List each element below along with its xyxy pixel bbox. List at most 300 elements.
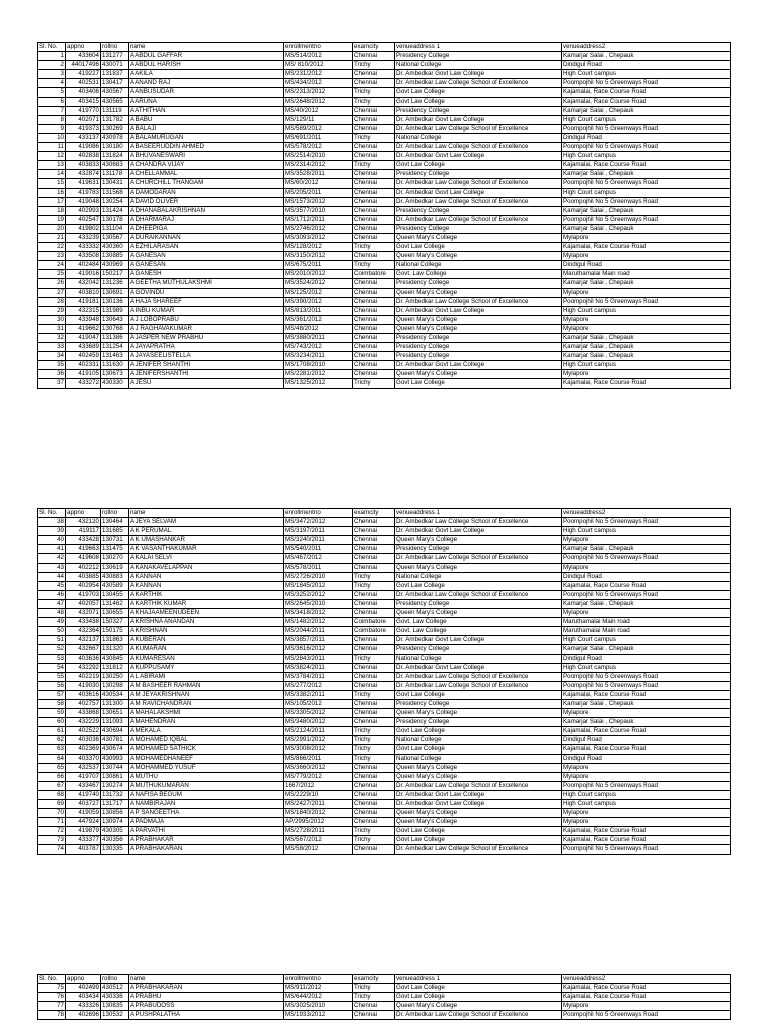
cell-appno: 403616: [66, 690, 101, 699]
cell-examcity: Chennai: [353, 1002, 395, 1011]
cell-enrollmentno: MS/1933/2012: [284, 1011, 353, 1020]
header-rollno: rollno: [101, 509, 129, 518]
cell-enrollmentno: MS/567/2012: [284, 836, 353, 845]
cell-rollno: 430694: [101, 727, 129, 736]
cell-rollno: 130274: [101, 781, 129, 790]
cell-sl-no: 39: [38, 527, 66, 536]
cell-name: A HAJA SHAREEF: [129, 297, 284, 306]
cell-appno: 403787: [66, 845, 101, 854]
cell-name: A ANAND RAJ: [129, 79, 284, 88]
cell-appno: 433377: [66, 836, 101, 845]
cell-name: A PRABUDOSS: [129, 1002, 284, 1011]
cell-rollno: 131386: [101, 334, 129, 343]
cell-appno: 432667: [66, 645, 101, 654]
table-row: [38, 754, 731, 763]
cell-name: A BALAMURUGAN: [129, 133, 284, 142]
cell-venueaddress2: High Court campus: [562, 361, 731, 370]
cell-name: A MUTHUKUMARAN: [129, 781, 284, 790]
cell-rollno: 131685: [101, 527, 129, 536]
cell-examcity: Trichy: [353, 88, 395, 97]
cell-enrollmentno: MS/3252/2012: [284, 590, 353, 599]
cell-venueaddress1: Dr. Ambedkar Govt Law College: [395, 800, 562, 809]
cell-venueaddress1: Govt Law College: [395, 88, 562, 97]
table-row: [38, 681, 731, 690]
cell-appno: 419227: [66, 70, 101, 79]
cell-venueaddress2: Kajamalai, Race Course Road: [562, 88, 731, 97]
cell-name: A ARUNA: [129, 97, 284, 106]
table-row: [38, 709, 731, 718]
cell-venueaddress2: Kamarjar Salai , Chepauk: [562, 645, 731, 654]
table-row: [38, 690, 731, 699]
cell-enrollmentno: MS/129/11: [284, 115, 353, 124]
cell-sl-no: 18: [38, 206, 66, 215]
cell-examcity: Trichy: [353, 243, 395, 252]
cell-appno: 403885: [66, 572, 101, 581]
cell-appno: 402369: [66, 745, 101, 754]
table-row: [38, 618, 731, 627]
cell-examcity: Chennai: [353, 334, 395, 343]
table-row: [38, 1011, 731, 1020]
cell-enrollmentno: MS/205/2011: [284, 188, 353, 197]
table-row: [38, 106, 731, 115]
cell-venueaddress2: Mylapore: [562, 563, 731, 572]
cell-venueaddress2: Kajamalai, Race Course Road: [562, 97, 731, 106]
cell-sl-no: 38: [38, 518, 66, 527]
cell-venueaddress2: Kajamalai, Race Course Road: [562, 745, 731, 754]
cell-name: A PRABHAKARAN: [129, 984, 284, 993]
cell-appno: 419608: [66, 554, 101, 563]
cell-venueaddress1: Govt Law College: [395, 581, 562, 590]
cell-name: A GANESH: [129, 270, 284, 279]
cell-enrollmentno: MS/3472/2012: [284, 518, 353, 527]
cell-enrollmentno: MS/3234/2011: [284, 352, 353, 361]
header-enrollmentno: enrollmentno: [284, 43, 353, 52]
cell-appno: 419117: [66, 527, 101, 536]
cell-enrollmentno: MS/3240/2011: [284, 536, 353, 545]
cell-sl-no: 73: [38, 836, 66, 845]
cell-venueaddress2: Dindigul Road: [562, 61, 731, 70]
table-row: [38, 554, 731, 563]
cell-venueaddress1: Govt Law College: [395, 984, 562, 993]
cell-name: A PARVATHI: [129, 827, 284, 836]
cell-enrollmentno: MS/675/2011: [284, 261, 353, 270]
cell-appno: 419059: [66, 809, 101, 818]
cell-enrollmentno: MS/2843/2011: [284, 654, 353, 663]
cell-rollno: 130250: [101, 672, 129, 681]
cell-enrollmentno: MS/578/2011: [284, 563, 353, 572]
cell-venueaddress2: Kamarjar Salai , Chepauk: [562, 352, 731, 361]
cell-enrollmentno: MS/3660/2012: [284, 763, 353, 772]
cell-enrollmentno: MS/2991/2012: [284, 736, 353, 745]
cell-rollno: 130861: [101, 772, 129, 781]
cell-venueaddress2: High Court campus: [562, 306, 731, 315]
table-row: [38, 379, 731, 388]
cell-rollno: 131568: [101, 188, 129, 197]
cell-appno: 419047: [66, 334, 101, 343]
cell-enrollmentno: MS/2229/10: [284, 790, 353, 799]
table-row: [38, 215, 731, 224]
cell-venueaddress2: Dindigul Road: [562, 654, 731, 663]
cell-rollno: 131812: [101, 663, 129, 672]
cell-venueaddress2: Kajamalai, Race Course Road: [562, 581, 731, 590]
cell-sl-no: 34: [38, 352, 66, 361]
cell-venueaddress1: Govt Law College: [395, 243, 562, 252]
cell-venueaddress1: Dr. Ambedkar Govt Law College: [395, 361, 562, 370]
cell-enrollmentno: MS/2314/2012: [284, 161, 353, 170]
cell-enrollmentno: MS/1845/2012: [284, 581, 353, 590]
cell-sl-no: 56: [38, 681, 66, 690]
cell-name: A GANESAN: [129, 261, 284, 270]
cell-appno: 433467: [66, 781, 101, 790]
cell-rollno: 130269: [101, 124, 129, 133]
cell-enrollmentno: MS/2313/2012: [284, 88, 353, 97]
table-row: [38, 79, 731, 88]
cell-examcity: Chennai: [353, 718, 395, 727]
cell-examcity: Trichy: [353, 572, 395, 581]
cell-examcity: Chennai: [353, 152, 395, 161]
table-row: [38, 563, 731, 572]
cell-venueaddress2: High Court campus: [562, 663, 731, 672]
cell-venueaddress2: Kamarjar Salai , Chepauk: [562, 599, 731, 608]
cell-venueaddress2: Poompojhil No 5 Greenways Road: [562, 845, 731, 854]
cell-name: A MUTHU: [129, 772, 284, 781]
cell-name: A KALAI SELVI: [129, 554, 284, 563]
cell-venueaddress2: Kajamalai, Race Course Road: [562, 161, 731, 170]
cell-name: A L ABIRAMI: [129, 672, 284, 681]
cell-venueaddress1: Dr. Ambedkar Law College School of Excellence: [395, 1011, 562, 1020]
cell-venueaddress2: Dindigul Road: [562, 754, 731, 763]
cell-appno: 419770: [66, 106, 101, 115]
cell-appno: 433604: [66, 52, 101, 61]
cell-venueaddress1: Queen Mary's College: [395, 809, 562, 818]
cell-appno: 419662: [66, 324, 101, 333]
cell-sl-no: 15: [38, 179, 66, 188]
cell-examcity: Chennai: [353, 681, 395, 690]
header-name: name: [129, 43, 284, 52]
header-appno: appno: [66, 975, 101, 984]
cell-venueaddress2: Mylapore: [562, 324, 731, 333]
cell-name: A JENIFERSHANTHI: [129, 370, 284, 379]
cell-sl-no: 40: [38, 536, 66, 545]
cell-sl-no: 77: [38, 1002, 66, 1011]
cell-rollno: 131837: [101, 70, 129, 79]
cell-venueaddress1: National College: [395, 261, 562, 270]
cell-examcity: Trichy: [353, 161, 395, 170]
cell-enrollmentno: MS/3880/2011: [284, 334, 353, 343]
cell-venueaddress2: Kamarjar Salai , Chepauk: [562, 106, 731, 115]
cell-venueaddress2: Kajamalai, Race Course Road: [562, 827, 731, 836]
cell-enrollmentno: MS/578/2012: [284, 143, 353, 152]
cell-name: A KHAJAAMEENUDEEN: [129, 609, 284, 618]
cell-venueaddress2: Maruthamalai Main road: [562, 270, 731, 279]
cell-venueaddress2: Dindigul Road: [562, 736, 731, 745]
cell-enrollmentno: MS/128/2012: [284, 243, 353, 252]
cell-rollno: 430567: [101, 88, 129, 97]
cell-venueaddress2: Mylapore: [562, 818, 731, 827]
cell-enrollmentno: MS/3418/2012: [284, 609, 353, 618]
cell-venueaddress2: High Court campus: [562, 115, 731, 124]
cell-enrollmentno: MS/40/2012: [284, 106, 353, 115]
cell-venueaddress2: Poompojhil No 5 Greenways Road: [562, 590, 731, 599]
table-row: [38, 827, 731, 836]
cell-sl-no: 52: [38, 645, 66, 654]
table-row: [38, 645, 731, 654]
cell-examcity: Trichy: [353, 745, 395, 754]
cell-venueaddress1: Dr. Ambedkar Govt Law College: [395, 306, 562, 315]
table-row: [38, 152, 731, 161]
table-row: [38, 306, 731, 315]
cell-sl-no: 4: [38, 79, 66, 88]
table-row: [38, 297, 731, 306]
cell-venueaddress1: National College: [395, 572, 562, 581]
cell-venueaddress1: Queen Mary's College: [395, 709, 562, 718]
cell-name: A EZHILARASAN: [129, 243, 284, 252]
cell-appno: 419373: [66, 124, 101, 133]
cell-venueaddress1: Dr. Ambedkar Govt Law College: [395, 70, 562, 79]
cell-rollno: 130731: [101, 536, 129, 545]
cell-enrollmentno: MS/2648/2012: [284, 97, 353, 106]
cell-appno: 402522: [66, 727, 101, 736]
cell-sl-no: 41: [38, 545, 66, 554]
cell-venueaddress1: Dr. Ambedkar Govt Law College: [395, 636, 562, 645]
cell-name: A GEETHA MUTHULAKSHMI: [129, 279, 284, 288]
table-row: [38, 124, 731, 133]
cell-enrollmentno: MS/231/2012: [284, 70, 353, 79]
cell-appno: 419030: [66, 681, 101, 690]
cell-examcity: Chennai: [353, 1011, 395, 1020]
table-row: [38, 627, 731, 636]
cell-enrollmentno: MS/125/2012: [284, 288, 353, 297]
cell-enrollmentno: MS/361/2012: [284, 315, 353, 324]
cell-sl-no: 25: [38, 270, 66, 279]
cell-enrollmentno: MS/743/2012: [284, 343, 353, 352]
cell-appno: 419086: [66, 143, 101, 152]
cell-venueaddress2: Kamarjar Salai , Chepauk: [562, 334, 731, 343]
cell-appno: 433689: [66, 343, 101, 352]
table-row: [38, 315, 731, 324]
cell-venueaddress2: Mylapore: [562, 315, 731, 324]
table-row: [38, 736, 731, 745]
cell-name: A KARTHIK KUMAR: [129, 599, 284, 608]
cell-sl-no: 31: [38, 324, 66, 333]
cell-enrollmentno: MS/2010/2012: [284, 270, 353, 279]
cell-venueaddress2: Poompojhil No 5 Greenways Road: [562, 554, 731, 563]
candidate-table-3: [37, 974, 731, 1020]
cell-appno: 433508: [66, 252, 101, 261]
cell-venueaddress2: Kajamalai, Race Course Road: [562, 690, 731, 699]
cell-sl-no: 71: [38, 818, 66, 827]
cell-examcity: Trichy: [353, 97, 395, 106]
cell-venueaddress2: Poompojhil No 5 Greenways Road: [562, 681, 731, 690]
cell-sl-no: 7: [38, 106, 66, 115]
cell-examcity: Chennai: [353, 370, 395, 379]
cell-appno: 402331: [66, 361, 101, 370]
cell-venueaddress2: Poompojhil No 5 Greenways Road: [562, 79, 731, 88]
cell-enrollmentno: MS/3093/2012: [284, 233, 353, 242]
cell-appno: 403810: [66, 288, 101, 297]
cell-examcity: Trichy: [353, 984, 395, 993]
cell-rollno: 130885: [101, 252, 129, 261]
cell-venueaddress1: Queen Mary's College: [395, 563, 562, 572]
cell-name: A ANBUSUDAR: [129, 88, 284, 97]
cell-name: A PADMAJA: [129, 818, 284, 827]
cell-enrollmentno: MS/2124/2011: [284, 727, 353, 736]
table-row: [38, 288, 731, 297]
table-row: [38, 1002, 731, 1011]
cell-rollno: 130651: [101, 709, 129, 718]
cell-rollno: 131320: [101, 645, 129, 654]
cell-rollno: 430356: [101, 836, 129, 845]
cell-sl-no: 50: [38, 627, 66, 636]
cell-appno: 432292: [66, 663, 101, 672]
header-venueaddress2: venueaddress2: [562, 975, 731, 984]
cell-rollno: 131236: [101, 279, 129, 288]
cell-examcity: Chennai: [353, 306, 395, 315]
cell-examcity: Chennai: [353, 197, 395, 206]
cell-appno: 44017496: [66, 61, 101, 70]
header-venueaddress1: venueaddress 1: [395, 975, 562, 984]
cell-name: A ATHITHAN: [129, 106, 284, 115]
cell-sl-no: 27: [38, 288, 66, 297]
cell-examcity: Chennai: [353, 279, 395, 288]
cell-rollno: 130270: [101, 554, 129, 563]
cell-venueaddress1: Presidency College: [395, 170, 562, 179]
cell-name: A MOHAMEDHANEEF: [129, 754, 284, 763]
table-row: [38, 261, 731, 270]
cell-appno: 402219: [66, 672, 101, 681]
header-venueaddress2: venueaddress2: [562, 43, 731, 52]
cell-venueaddress2: Poompojhil No 5 Greenways Road: [562, 518, 731, 527]
cell-rollno: 131732: [101, 790, 129, 799]
cell-rollno: 131424: [101, 206, 129, 215]
header-row: [38, 975, 731, 984]
cell-sl-no: 60: [38, 718, 66, 727]
cell-rollno: 130335: [101, 845, 129, 854]
table-row: [38, 243, 731, 252]
table-row: [38, 97, 731, 106]
cell-examcity: Trichy: [353, 133, 395, 142]
cell-enrollmentno: MS/3480/2012: [284, 718, 353, 727]
table-row: [38, 984, 731, 993]
cell-sl-no: 30: [38, 315, 66, 324]
cell-venueaddress2: Kamarjar Salai , Chepauk: [562, 206, 731, 215]
cell-venueaddress2: Kamarjar Salai , Chepauk: [562, 170, 731, 179]
cell-name: A MAHENDRAN: [129, 718, 284, 727]
table-row: [38, 545, 731, 554]
cell-sl-no: 69: [38, 800, 66, 809]
cell-venueaddress1: Dr. Ambedkar Law College School of Excellence: [395, 124, 562, 133]
table-row: [38, 993, 731, 1002]
header-appno: appno: [66, 43, 101, 52]
cell-rollno: 430845: [101, 654, 129, 663]
table-row: [38, 845, 731, 854]
cell-rollno: 430674: [101, 745, 129, 754]
cell-rollno: 130180: [101, 143, 129, 152]
cell-examcity: Trichy: [353, 61, 395, 70]
cell-venueaddress1: Govt Law College: [395, 993, 562, 1002]
header-name: name: [129, 509, 284, 518]
cell-examcity: Chennai: [353, 224, 395, 233]
cell-sl-no: 48: [38, 609, 66, 618]
cell-rollno: 131254: [101, 343, 129, 352]
cell-sl-no: 68: [38, 790, 66, 799]
table-row: [38, 361, 731, 370]
cell-sl-no: 8: [38, 115, 66, 124]
cell-sl-no: 10: [38, 133, 66, 142]
cell-rollno: 130532: [101, 1011, 129, 1020]
table-row: [38, 663, 731, 672]
table-row: [38, 699, 731, 708]
cell-enrollmentno: MS/2281/2012: [284, 370, 353, 379]
cell-venueaddress1: Presidency College: [395, 352, 562, 361]
cell-examcity: Chennai: [353, 361, 395, 370]
cell-examcity: Chennai: [353, 845, 395, 854]
cell-rollno: 130835: [101, 1002, 129, 1011]
cell-examcity: Chennai: [353, 536, 395, 545]
table-row: [38, 599, 731, 608]
cell-venueaddress1: Presidency College: [395, 545, 562, 554]
cell-examcity: Chennai: [353, 315, 395, 324]
cell-rollno: 130673: [101, 370, 129, 379]
table-row: [38, 52, 731, 61]
cell-examcity: Chennai: [353, 215, 395, 224]
header-venueaddress2: venueaddress2: [562, 509, 731, 518]
table-row: [38, 170, 731, 179]
cell-appno: 402499: [66, 984, 101, 993]
cell-examcity: Chennai: [353, 772, 395, 781]
cell-examcity: Coimbatore: [353, 627, 395, 636]
cell-venueaddress1: Presidency College: [395, 206, 562, 215]
cell-appno: 433326: [66, 1002, 101, 1011]
cell-venueaddress1: National College: [395, 654, 562, 663]
cell-name: A JASPER NEW PRABHU: [129, 334, 284, 343]
cell-rollno: 131463: [101, 352, 129, 361]
cell-examcity: Trichy: [353, 690, 395, 699]
cell-name: A KANNAN: [129, 581, 284, 590]
cell-name: A J LOBOPRABU: [129, 315, 284, 324]
cell-examcity: Chennai: [353, 636, 395, 645]
cell-enrollmentno: MS/467/2012: [284, 554, 353, 563]
cell-appno: 419879: [66, 827, 101, 836]
cell-examcity: Trichy: [353, 727, 395, 736]
table-row: [38, 179, 731, 188]
cell-name: A INBU KUMAR: [129, 306, 284, 315]
cell-venueaddress1: National College: [395, 754, 562, 763]
cell-enrollmentno: MS/3382/2011: [284, 690, 353, 699]
cell-venueaddress2: Dindigul Road: [562, 261, 731, 270]
cell-appno: 433428: [66, 536, 101, 545]
cell-appno: 419802: [66, 224, 101, 233]
cell-appno: 403434: [66, 993, 101, 1002]
table-row: [38, 518, 731, 527]
cell-enrollmentno: MS/48/2012: [284, 324, 353, 333]
cell-appno: 419181: [66, 297, 101, 306]
cell-name: A DHANABALAKRISHNAN: [129, 206, 284, 215]
cell-appno: 403727: [66, 800, 101, 809]
cell-enrollmentno: AP/2995/2012: [284, 818, 353, 827]
cell-venueaddress1: Presidency College: [395, 334, 562, 343]
cell-appno: 402484: [66, 261, 101, 270]
cell-examcity: Trichy: [353, 836, 395, 845]
cell-enrollmentno: MS/2514/2010: [284, 152, 353, 161]
cell-sl-no: 23: [38, 252, 66, 261]
cell-examcity: Chennai: [353, 233, 395, 242]
header-row: [38, 509, 731, 518]
cell-appno: 419783: [66, 188, 101, 197]
cell-examcity: Chennai: [353, 179, 395, 188]
cell-name: A JEYA SELVAM: [129, 518, 284, 527]
table-row: [38, 745, 731, 754]
